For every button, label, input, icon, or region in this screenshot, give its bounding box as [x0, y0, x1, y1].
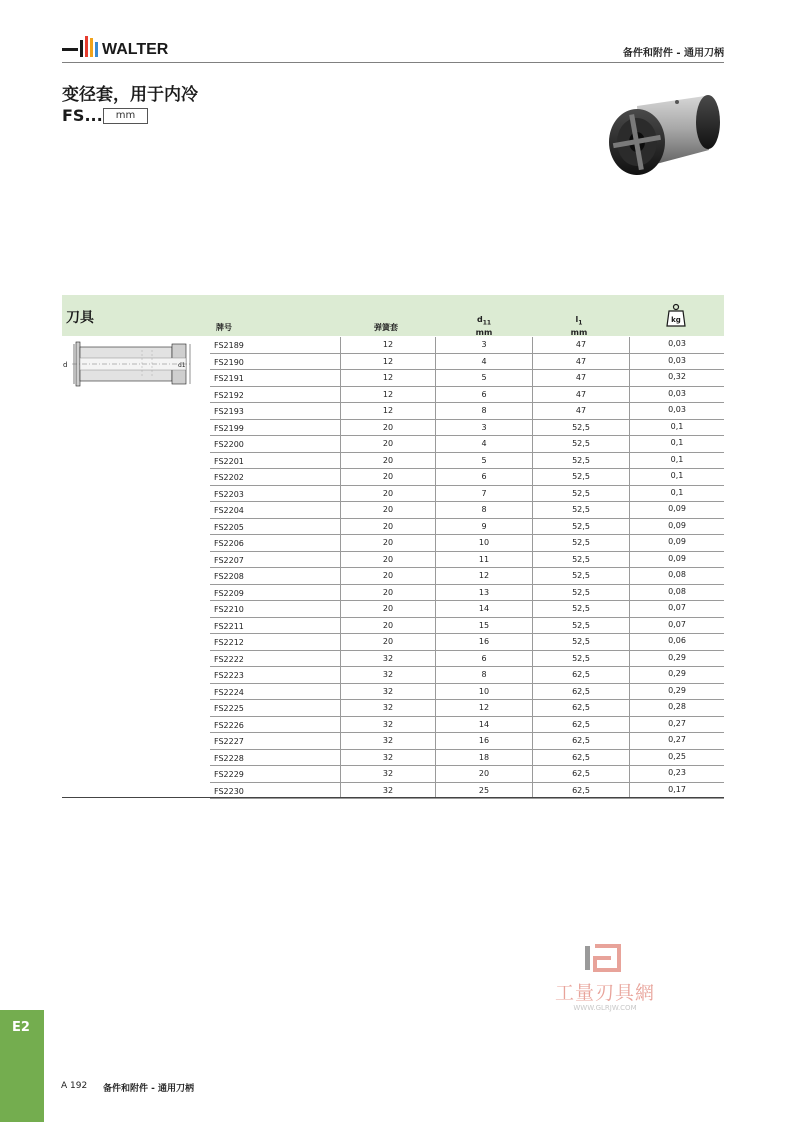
row-collet: 12 — [340, 370, 435, 387]
row-d11: 6 — [435, 469, 532, 486]
row-weight: 0,1 — [629, 486, 724, 503]
row-l1: 52,5 — [532, 552, 629, 569]
row-weight: 0,28 — [629, 700, 724, 717]
table-row — [210, 700, 724, 717]
row-d11: 6 — [435, 651, 532, 668]
row-l1: 62,5 — [532, 717, 629, 734]
row-code: FS2205 — [214, 522, 244, 532]
table-row — [210, 354, 724, 371]
technical-drawing — [62, 340, 197, 388]
row-code: FS2193 — [214, 407, 244, 416]
row-d11: 12 — [435, 568, 532, 585]
watermark — [535, 944, 675, 1014]
table-row — [210, 535, 724, 552]
row-d11: 5 — [435, 453, 532, 470]
row-code: FS2211 — [214, 621, 244, 631]
table-header — [62, 295, 724, 336]
row-l1: 52,5 — [532, 486, 629, 503]
row-l1: 52,5 — [532, 601, 629, 618]
row-collet: 32 — [340, 717, 435, 734]
row-d11: 13 — [435, 585, 532, 602]
row-collet: 20 — [340, 618, 435, 635]
row-l1: 52,5 — [532, 519, 629, 536]
drawing-label-d: d — [63, 361, 68, 369]
row-d11: 9 — [435, 519, 532, 536]
row-l1: 62,5 — [532, 684, 629, 701]
row-l1: 62,5 — [532, 700, 629, 717]
walter-logo — [62, 34, 197, 60]
row-weight: 0,23 — [629, 766, 724, 783]
table-row — [210, 667, 724, 684]
row-code: FS2222 — [214, 654, 244, 664]
row-collet: 20 — [340, 502, 435, 519]
row-code: FS2200 — [214, 440, 244, 449]
row-l1: 52,5 — [532, 585, 629, 602]
row-weight: 0,1 — [629, 436, 724, 453]
row-code: FS2225 — [214, 704, 244, 713]
row-l1: 52,5 — [532, 436, 629, 453]
table-row — [210, 486, 724, 503]
row-code: FS2212 — [214, 638, 244, 647]
row-l1: 62,5 — [532, 733, 629, 750]
brand-name: WALTER — [102, 41, 169, 58]
table-row — [210, 403, 724, 420]
table-row — [210, 684, 724, 701]
row-l1: 52,5 — [532, 469, 629, 486]
row-l1: 52,5 — [532, 568, 629, 585]
row-d11: 10 — [435, 684, 532, 701]
page-title: 变径套，用于内冷 — [62, 85, 198, 105]
row-d11: 3 — [435, 337, 532, 354]
col-l1-symbol: l — [575, 315, 579, 324]
row-l1: 62,5 — [532, 766, 629, 783]
row-code: FS2209 — [214, 588, 244, 598]
row-l1: 47 — [532, 387, 629, 404]
row-collet: 20 — [340, 519, 435, 536]
row-weight: 0,25 — [629, 750, 724, 767]
col-collet: 弹簧套 — [374, 323, 398, 332]
row-collet: 32 — [340, 684, 435, 701]
row-d11: 16 — [435, 634, 532, 651]
table-row — [210, 717, 724, 734]
table-row — [210, 370, 724, 387]
table-row — [210, 519, 724, 536]
row-d11: 6 — [435, 387, 532, 404]
row-d11: 4 — [435, 436, 532, 453]
row-weight: 0,27 — [629, 733, 724, 750]
row-l1: 52,5 — [532, 453, 629, 470]
product-code-prefix: FS... — [62, 106, 103, 125]
table-row — [210, 651, 724, 668]
table-row — [210, 568, 724, 585]
product-image — [607, 92, 727, 184]
row-l1: 47 — [532, 337, 629, 354]
col-d11-sub: 11 — [482, 319, 492, 327]
table-row — [210, 552, 724, 569]
row-collet: 20 — [340, 436, 435, 453]
row-collet: 32 — [340, 766, 435, 783]
row-code: FS2201 — [214, 456, 244, 466]
header-divider — [62, 62, 724, 63]
row-d11: 25 — [435, 783, 532, 800]
row-d11: 14 — [435, 717, 532, 734]
row-weight: 0,1 — [629, 469, 724, 486]
row-code: FS2224 — [214, 687, 244, 697]
row-weight: 0,1 — [629, 420, 724, 437]
table-row — [210, 469, 724, 486]
row-d11: 10 — [435, 535, 532, 552]
row-collet: 32 — [340, 783, 435, 800]
row-weight: 0,03 — [629, 403, 724, 420]
col-l1 — [567, 315, 591, 337]
row-weight: 0,1 — [629, 453, 724, 470]
row-code: FS2229 — [214, 770, 244, 779]
product-table — [210, 337, 724, 799]
table-row — [210, 601, 724, 618]
table-row — [210, 436, 724, 453]
col-d11 — [472, 315, 496, 337]
row-code: FS2210 — [214, 605, 244, 614]
row-code: FS2202 — [214, 473, 244, 482]
row-weight: 0,08 — [629, 585, 724, 602]
row-collet: 20 — [340, 469, 435, 486]
row-collet: 12 — [340, 354, 435, 371]
row-l1: 47 — [532, 370, 629, 387]
row-weight: 0,03 — [629, 354, 724, 371]
row-weight: 0,08 — [629, 568, 724, 585]
row-weight: 0,27 — [629, 717, 724, 734]
row-code: FS2199 — [214, 423, 244, 433]
row-l1: 62,5 — [532, 783, 629, 800]
row-l1: 47 — [532, 354, 629, 371]
row-code: FS2204 — [214, 506, 244, 515]
row-code: FS2226 — [214, 720, 244, 730]
row-code: FS2189 — [214, 341, 244, 350]
table-row — [210, 420, 724, 437]
row-weight: 0,09 — [629, 535, 724, 552]
row-d11: 8 — [435, 502, 532, 519]
row-d11: 4 — [435, 354, 532, 371]
row-weight: 0,09 — [629, 502, 724, 519]
row-l1: 62,5 — [532, 667, 629, 684]
row-code: FS2190 — [214, 357, 244, 367]
unit-badge: mm — [103, 108, 148, 124]
row-weight: 0,29 — [629, 684, 724, 701]
table-row — [210, 634, 724, 651]
row-weight: 0,06 — [629, 634, 724, 651]
row-weight: 0,03 — [629, 337, 724, 354]
table-row — [210, 766, 724, 783]
table-row — [210, 618, 724, 635]
row-collet: 32 — [340, 667, 435, 684]
footer-title: 备件和附件 - 通用刀柄 — [103, 1084, 195, 1094]
row-collet: 20 — [340, 453, 435, 470]
row-collet: 12 — [340, 387, 435, 404]
row-code: FS2203 — [214, 489, 244, 499]
col-l1-unit: mm — [570, 327, 588, 337]
row-code: FS2227 — [214, 737, 244, 746]
row-d11: 16 — [435, 733, 532, 750]
row-d11: 18 — [435, 750, 532, 767]
row-l1: 52,5 — [532, 651, 629, 668]
row-code: FS2206 — [214, 539, 244, 548]
row-weight: 0,29 — [629, 667, 724, 684]
row-collet: 20 — [340, 585, 435, 602]
row-weight: 0,17 — [629, 783, 724, 800]
row-collet: 12 — [340, 403, 435, 420]
row-l1: 52,5 — [532, 618, 629, 635]
row-l1: 52,5 — [532, 420, 629, 437]
row-weight: 0,09 — [629, 552, 724, 569]
row-l1: 52,5 — [532, 502, 629, 519]
row-code: FS2207 — [214, 555, 244, 565]
table-row — [210, 750, 724, 767]
row-collet: 20 — [340, 552, 435, 569]
table-bottom-rule — [62, 797, 724, 798]
table-row — [210, 337, 724, 354]
row-collet: 20 — [340, 568, 435, 585]
col-l1-sub: 1 — [578, 319, 583, 327]
table-row — [210, 585, 724, 602]
row-weight: 0,07 — [629, 618, 724, 635]
row-d11: 7 — [435, 486, 532, 503]
row-collet: 20 — [340, 634, 435, 651]
row-l1: 52,5 — [532, 535, 629, 552]
row-weight: 0,32 — [629, 370, 724, 387]
row-collet: 20 — [340, 535, 435, 552]
row-code: FS2230 — [214, 786, 244, 796]
watermark-url: WWW.GLRJW.COM — [573, 1004, 637, 1012]
row-code: FS2223 — [214, 671, 244, 680]
section-tab-label: E2 — [12, 1020, 30, 1035]
page-number: A 192 — [61, 1081, 88, 1091]
row-collet: 12 — [340, 337, 435, 354]
header-section: 备件和附件 - 通用刀柄 — [622, 48, 724, 59]
row-d11: 5 — [435, 370, 532, 387]
row-collet: 32 — [340, 651, 435, 668]
row-collet: 20 — [340, 420, 435, 437]
row-collet: 20 — [340, 486, 435, 503]
col-designation: 牌号 — [216, 323, 232, 332]
row-l1: 62,5 — [532, 750, 629, 767]
col-d11-unit: mm — [475, 327, 493, 337]
row-collet: 32 — [340, 750, 435, 767]
row-weight: 0,09 — [629, 519, 724, 536]
row-collet: 20 — [340, 601, 435, 618]
row-code: FS2192 — [214, 390, 244, 400]
weight-icon — [666, 303, 686, 327]
table-row — [210, 502, 724, 519]
row-code: FS2191 — [214, 374, 244, 383]
row-d11: 8 — [435, 403, 532, 420]
table-row — [210, 733, 724, 750]
row-d11: 15 — [435, 618, 532, 635]
row-code: FS2208 — [214, 572, 244, 581]
row-l1: 47 — [532, 403, 629, 420]
row-code: FS2228 — [214, 753, 244, 763]
row-collet: 32 — [340, 733, 435, 750]
table-row — [210, 387, 724, 404]
row-d11: 11 — [435, 552, 532, 569]
row-d11: 12 — [435, 700, 532, 717]
watermark-text: 工量刃具網 — [554, 982, 655, 1004]
row-d11: 3 — [435, 420, 532, 437]
col-d11-symbol: d — [476, 315, 483, 324]
row-weight: 0,03 — [629, 387, 724, 404]
row-d11: 8 — [435, 667, 532, 684]
drawing-label-d1: d1 — [178, 362, 186, 369]
row-weight: 0,29 — [629, 651, 724, 668]
row-weight: 0,07 — [629, 601, 724, 618]
weight-unit: kg — [671, 316, 681, 324]
row-d11: 20 — [435, 766, 532, 783]
watermark-logo-icon — [583, 944, 623, 974]
tool-label: 刀具 — [66, 310, 94, 326]
row-l1: 52,5 — [532, 634, 629, 651]
table-row — [210, 453, 724, 470]
row-collet: 32 — [340, 700, 435, 717]
row-d11: 14 — [435, 601, 532, 618]
section-tab — [0, 1010, 44, 1122]
